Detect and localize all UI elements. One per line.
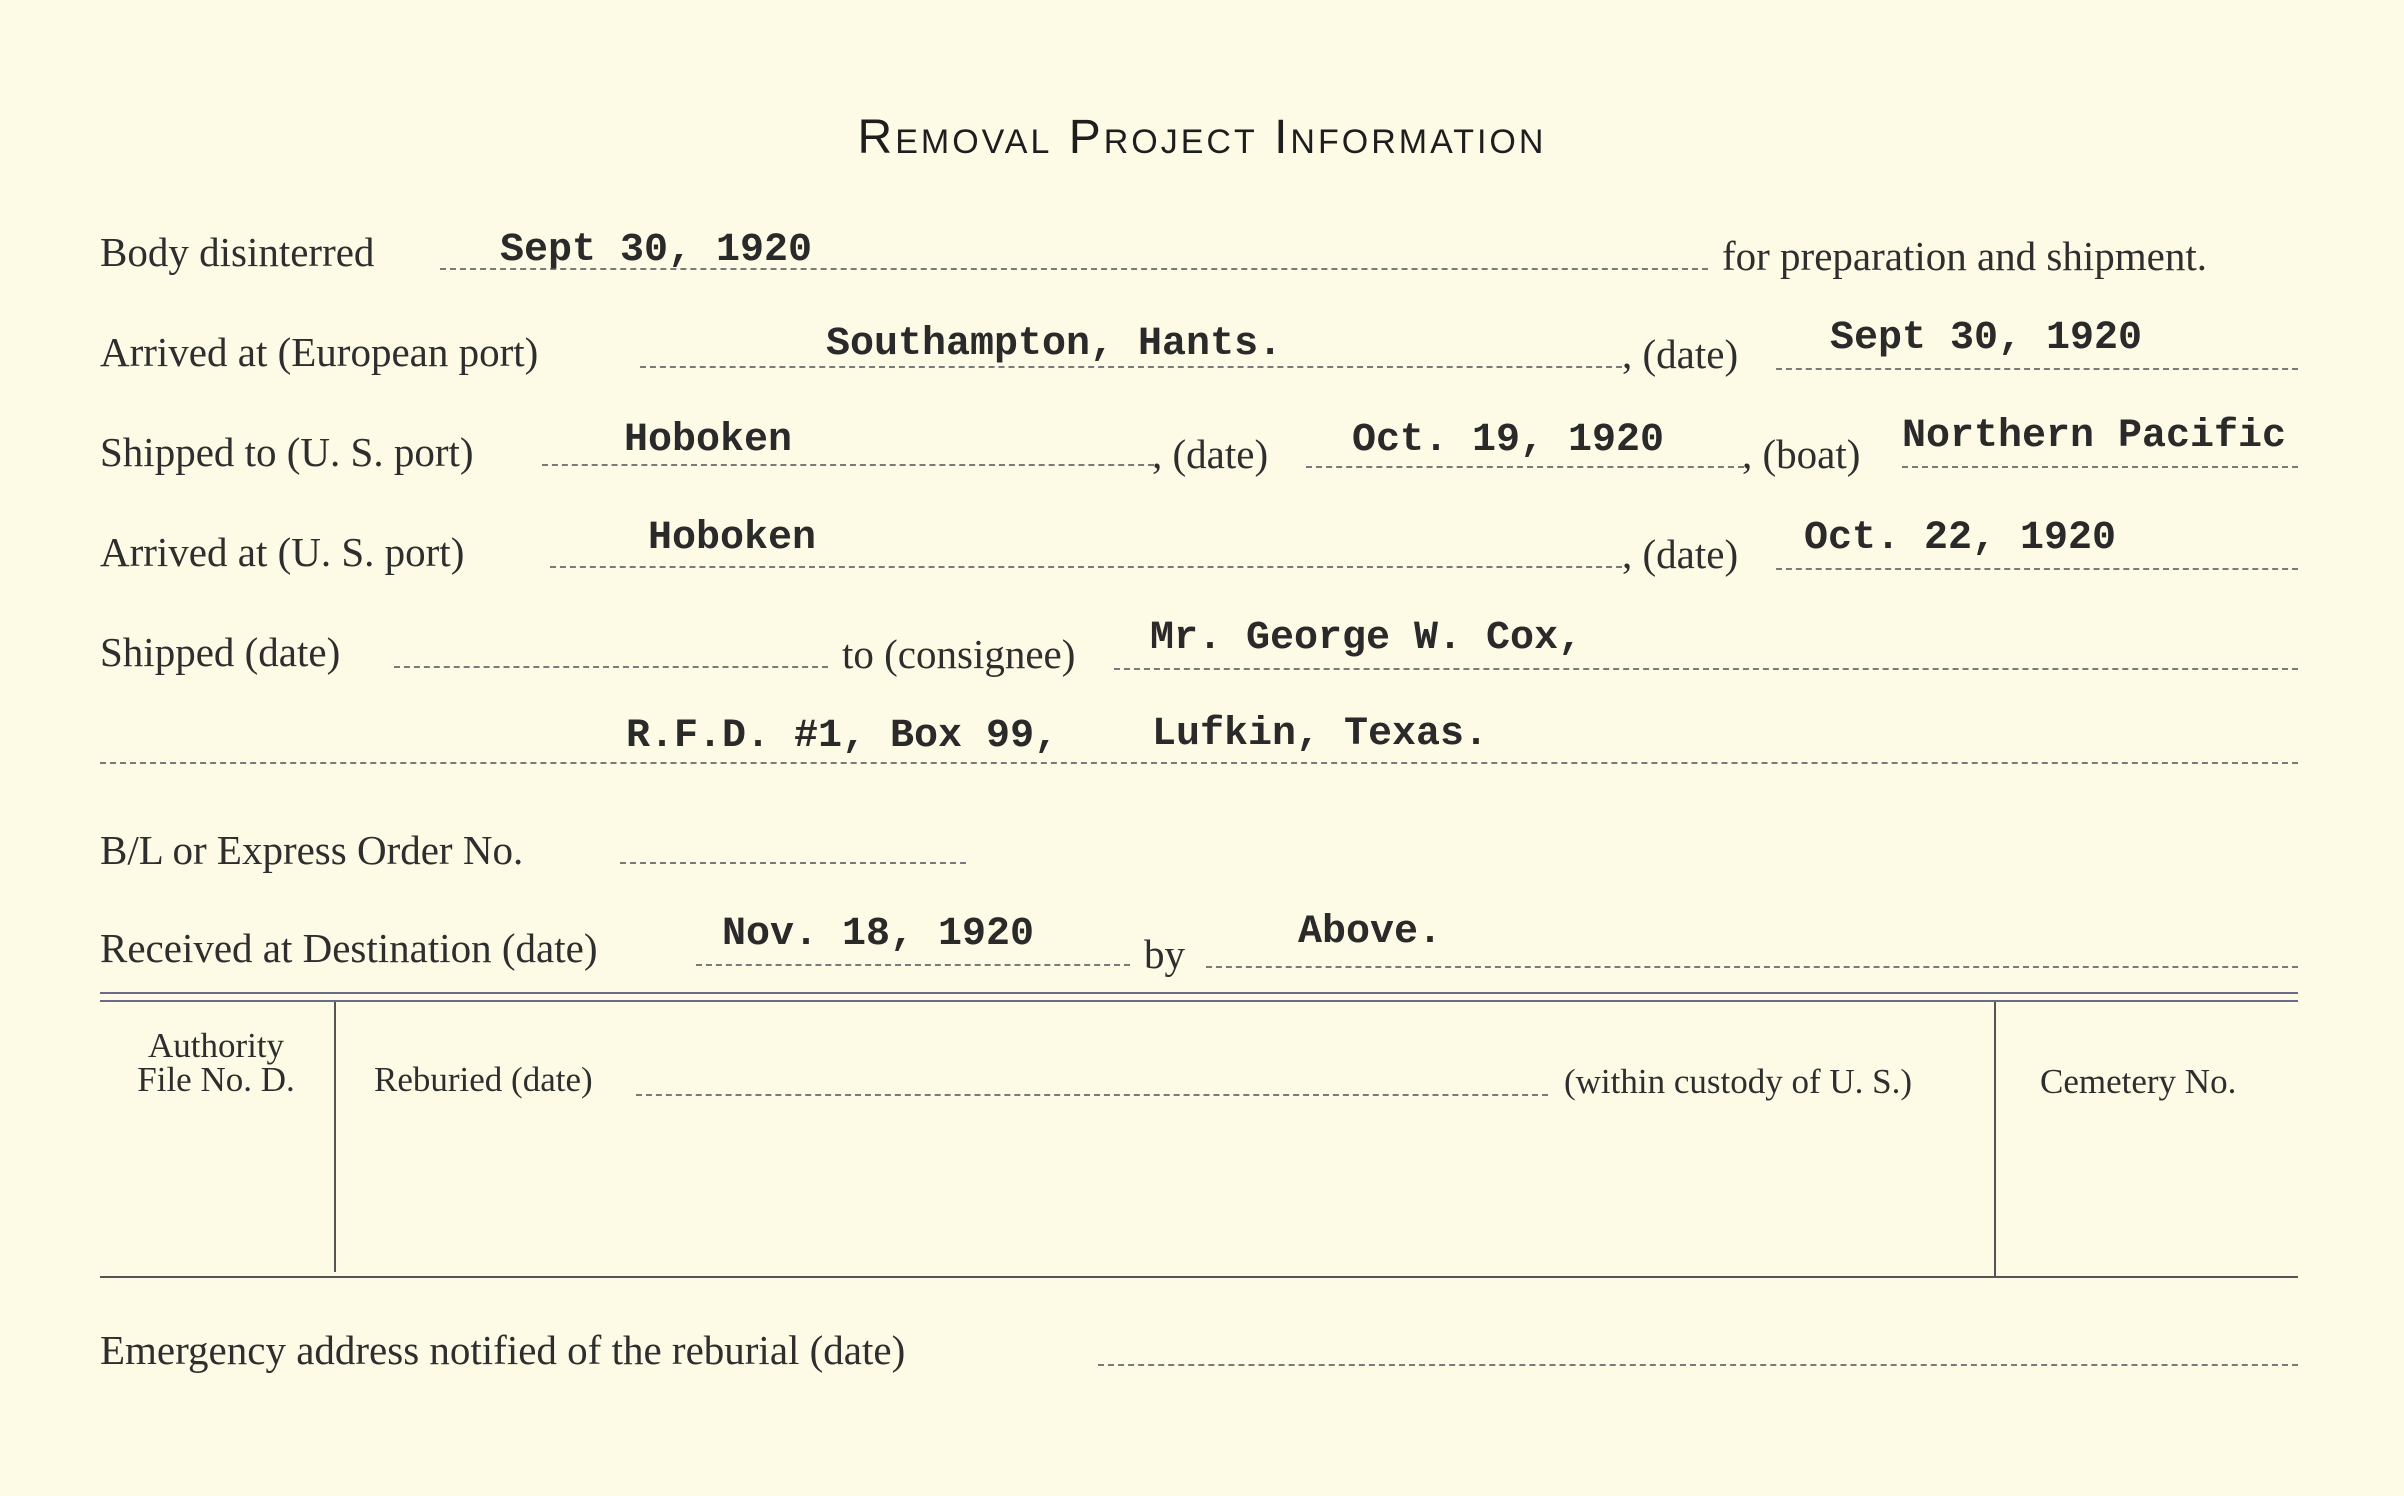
european-date-line	[1776, 368, 2298, 370]
received-by-line	[1206, 966, 2298, 968]
disinterred-label: Body disinterred	[100, 229, 375, 275]
custody-label: (within custody of U. S.)	[1564, 1062, 1913, 1101]
shipped-us-value: Hoboken	[624, 418, 793, 463]
shipped-us-date-line	[1306, 466, 1744, 468]
arrived-us-value: Hoboken	[648, 516, 817, 561]
shipped-date-label: Shipped (date)	[100, 629, 341, 675]
divider-left	[334, 1002, 336, 1272]
arrived-us-date-value: Oct. 22, 1920	[1804, 516, 2117, 561]
consignee-line	[1114, 668, 2298, 670]
reburied-label: Reburied (date)	[374, 1060, 593, 1099]
disinterred-suffix: for preparation and shipment.	[1722, 233, 2208, 279]
received-by-value: Above.	[1298, 910, 1443, 955]
disinterred-value: Sept 30, 1920	[500, 228, 813, 273]
shipped-us-boat-label: , (boat)	[1742, 431, 1861, 477]
form-title: Removal Project Information	[857, 111, 1547, 164]
emergency-label: Emergency address notified of the reburial (date)	[100, 1327, 906, 1373]
shipped-us-line	[542, 464, 1154, 466]
shipped-us-boat-value: Northern Pacific	[1902, 414, 2287, 459]
address-line	[100, 762, 2298, 764]
european-port-date-value: Sept 30, 1920	[1830, 316, 2143, 361]
arrived-us-date-label: , (date)	[1622, 531, 1739, 577]
shipped-us-date-label: , (date)	[1152, 431, 1269, 477]
divider-right	[1994, 1002, 1996, 1276]
address-city: Lufkin, Texas.	[1152, 712, 1489, 757]
arrived-us-line	[550, 566, 1622, 568]
shipped-date-line	[394, 666, 828, 668]
box-bottom-rule	[100, 1276, 2298, 1278]
consignee-value: Mr. George W. Cox,	[1150, 616, 1583, 661]
double-rule-bottom	[100, 1000, 2298, 1002]
european-port-label: Arrived at (European port)	[100, 329, 539, 375]
received-label: Received at Destination (date)	[100, 925, 598, 971]
arrived-us-date-line	[1776, 568, 2298, 570]
shipped-us-date-value: Oct. 19, 1920	[1352, 418, 1665, 463]
bl-label: B/L or Express Order No.	[100, 827, 524, 873]
received-value: Nov. 18, 1920	[722, 912, 1035, 957]
address-street: R.F.D. #1, Box 99,	[626, 714, 1059, 759]
european-port-value: Southampton, Hants.	[826, 322, 1283, 367]
cemetery-label: Cemetery No.	[2040, 1062, 2237, 1101]
arrived-us-label: Arrived at (U. S. port)	[100, 529, 465, 575]
consignee-label: to (consignee)	[842, 631, 1076, 677]
european-port-date-label: , (date)	[1622, 331, 1739, 377]
bl-line	[620, 862, 966, 864]
authority-line2: File No. D.	[137, 1060, 295, 1099]
reburied-line	[636, 1094, 1548, 1096]
double-rule-top	[100, 992, 2298, 994]
authority-line1: Authority	[147, 1026, 285, 1065]
received-by-label: by	[1144, 931, 1185, 977]
emergency-line	[1098, 1364, 2298, 1366]
shipped-us-label: Shipped to (U. S. port)	[100, 429, 474, 475]
received-line	[696, 964, 1130, 966]
boat-line	[1902, 466, 2298, 468]
